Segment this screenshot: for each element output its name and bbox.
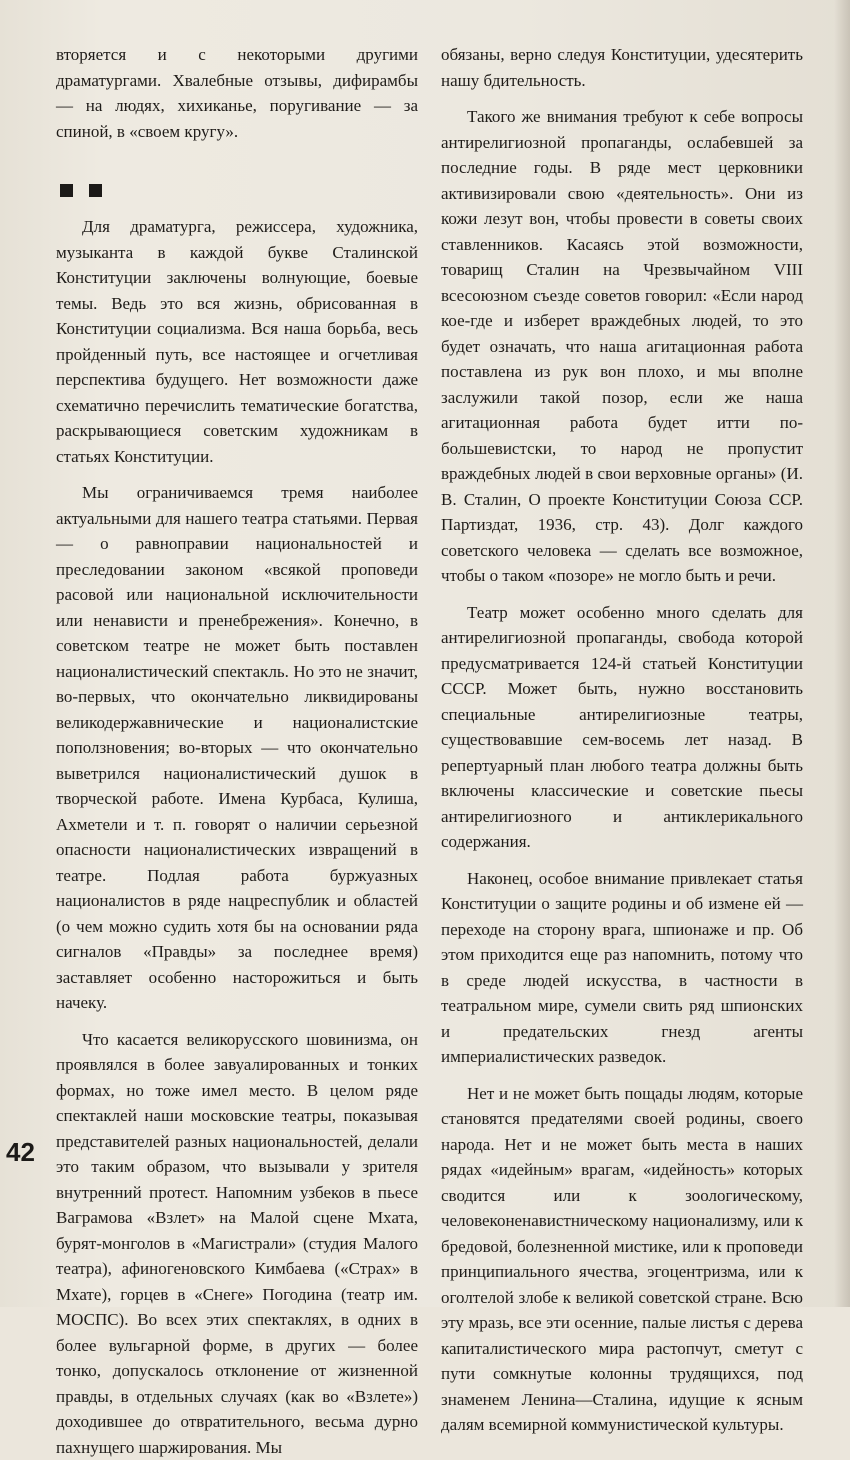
paragraph-constitution-themes: Для драматурга, режиссера, художника, музыканта в каждой букве Сталинской Конституции заключены волнующие, боевые темы. Ведь это вся жизнь, обрисованная в Конституции социализма. Вся наша борьба, весь пройденный путь, все настоящее и огчетливая перспектива будущего. Нет возможности даже схематично перечислить тематические богатства, раскрывающиеся советским художникам в статьях Конституции. [56, 214, 418, 469]
paragraph-chauvinism: Что касается великорусского шовинизма, он проявлялся в более завуалированных и тонких формах, но тоже имел место. В целом ряде спектаклей наши московские театры, показывая представителей разных национальностей, делали это таким образом, что вызывали у зрителя внутренний протест. Напомним узбеков в пьесе Ваграмова «Взлет» на Малой сцене Мхата, бурят-монголов в «Магистрали» (студия Малого театра), афиногеновского Кимбаева («Страх» в Мхате), горцев в «Снеге» Погодина (театр им. МОСПС). Во всех этих спектаклях, в одних в более вульгарной форме, в других — более тонко, допускалось отклонение от жизненной правды, в отдельных случаях (как во «Взлете») доходившее до отвратительного, весьма дурно пахнущего шаржирования. Мы [56, 1027, 418, 1460]
section-divider-ornament [60, 184, 418, 200]
right-continuation-paragraph: обязаны, верно следуя Конституции, удесятерить нашу бдительность. [441, 42, 803, 93]
ornament-square-icon [89, 184, 102, 197]
left-intro-paragraph: вторяется и с некоторыми другими драматургами. Хвалебные отзывы, дифирамбы — на людях, хихиканье, поругивание — за спиной, в «своем кругу». [56, 42, 418, 144]
paragraph-theatre-role: Театр может особенно много сделать для антирелигиозной пропаганды, свобода которой предусматривается 124-й статьей Конституции СССР. Может быть, нужно восстановить специальные антирелигиозные театры, существовавшие сем-восемь лет назад. В репертуарный план любого театра должны быть включены классические и советские пьесы антирелигиозного и антиклерикального содержания. [441, 600, 803, 855]
paragraph-antireligious: Такого же внимания требуют к себе вопросы антирелигиозной пропаганды, ослабевшей за последние годы. В ряде мест церковники активизировали свою «деятельность». Они из кожи лезут вон, чтобы провести в советы своих ставленников. Касаясь этой возможности, товарищ Сталин на Чрезвычайном VIII всесоюзном съезде советов говорил: «Если народ кое-где и изберет враждебных людей, то это будет означать, что наша агитационная работа поставлена из рук вон плохо, и мы вполне заслужили такой позор, если же наша агитационная работа будет итти по-большевистски, то народ не пропустит враждебных людей в свои верховные органы» (И. В. Сталин, О проекте Конституции Союза ССР. Партиздат, 1936, стр. 43). Долг каждого советского человека — сделать все возможное, чтобы о таком «позоре» не могло быть и речи. [441, 104, 803, 589]
paragraph-nationalities: Мы ограничиваемся тремя наиболее актуальными для нашего театра статьями. Первая — о равноправии национальностей и преследовании законом «всякой проповеди расовой или национальной исключительности или ненависти и пренебрежения». Конечно, в советском театре не может быть поставлен националистический спектакль. Но это не значит, во-первых, что окончательно ликвидированы великодержавнические и националистские поползновения; во-вторых — что окончательно выветрился националистический душок в творческой работе. Имена Курбаса, Кулиша, Ахметели и т. п. говорят о наличии серьезной опасности националистических извращений в театре. Подлая работа буржуазных националистов в ряде нацреспублик и областей (о чем можно судить хотя бы на основании ряда сигналов «Правды» за последнее время) заставляет особенно насторожиться и быть начеку. [56, 480, 418, 1016]
left-column [56, 42, 418, 1460]
page-number: 42 [6, 1137, 35, 1168]
page-edge-shadow [834, 0, 850, 1307]
ornament-square-icon [60, 184, 73, 197]
paragraph-defence: Наконец, особое внимание привлекает статья Конституции о защите родины и об измене ей — переходе на сторону врага, шпионаже и пр. Об этом приходится еще раз напомнить, потому что в среде людей искусства, в частности в театральном мире, сумели свить ряд шпионских и предательских гнезд агенты империалистических разведок. [441, 866, 803, 1070]
right-column [441, 42, 803, 1438]
paragraph-no-mercy: Нет и не может быть пощады людям, которые становятся предателями своей родины, своего народа. Нет и не может быть места в наших рядах «идейным» врагам, «идейность» которых сводится или к зоологическому, человеконенавистническому национализму, или к бредовой, болезненной мистике, или к проповеди принципиального ячества, эгоцентризма, или к оголтелой злобе к великой советской стране. Всю эту мразь, все эти осенние, палые листья с дерева капиталистического мира растопчут, сметут с пути сомкнутые колонны трудящихся, под знаменем Ленина—Сталина, идущие к ясным далям всемирной коммунистической культуры. [441, 1081, 803, 1438]
